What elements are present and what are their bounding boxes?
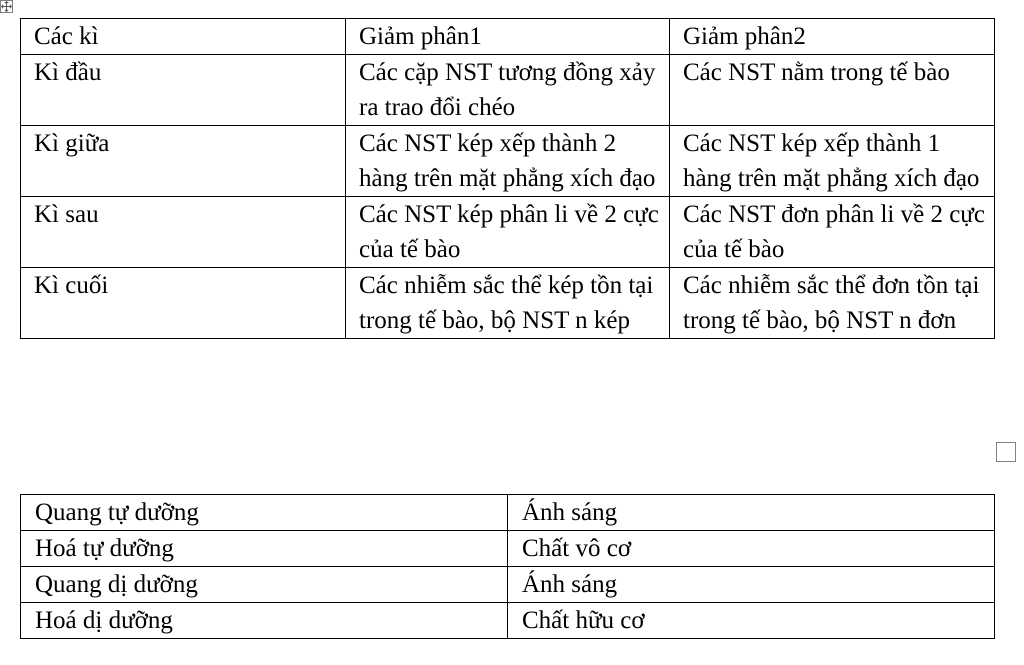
- table-cell[interactable]: Các NST kép xếp thành 2 hàng trên mặt phẳng xích đạo: [346, 126, 670, 197]
- header-cell[interactable]: Giảm phân1: [346, 19, 670, 55]
- table-row: [21, 197, 995, 268]
- table-header-row: [21, 19, 995, 55]
- meiosis-phase-table: [20, 18, 995, 339]
- table-cell[interactable]: Kì sau: [21, 197, 346, 268]
- table-cell[interactable]: Các nhiễm sắc thể đơn tồn tại trong tế bào, bộ NST n đơn: [670, 268, 995, 339]
- table-row: [21, 531, 995, 567]
- table-row: [21, 55, 995, 126]
- table-cell[interactable]: Các NST nằm trong tế bào: [670, 55, 995, 126]
- table-row: [21, 603, 995, 639]
- table-cell[interactable]: Các NST đơn phân li về 2 cực của tế bào: [670, 197, 995, 268]
- table-move-icon[interactable]: [0, 0, 13, 13]
- table-cell[interactable]: Các nhiễm sắc thể kép tồn tại trong tế bào, bộ NST n kép: [346, 268, 670, 339]
- table-cell[interactable]: Các NST kép xếp thành 1 hàng trên mặt phẳng xích đạo: [670, 126, 995, 197]
- table-cell[interactable]: Các cặp NST tương đồng xảy ra trao đổi chéo: [346, 55, 670, 126]
- table-row: [21, 268, 995, 339]
- table-cell[interactable]: Chất vô cơ: [508, 531, 995, 567]
- table-cell[interactable]: Hoá tự dưỡng: [21, 531, 508, 567]
- table-cell[interactable]: Kì đầu: [21, 55, 346, 126]
- table-cell[interactable]: Các NST kép phân li về 2 cực của tế bào: [346, 197, 670, 268]
- table-cell[interactable]: Hoá dị dưỡng: [21, 603, 508, 639]
- table-resize-icon[interactable]: [996, 442, 1016, 462]
- table-cell[interactable]: Quang dị dưỡng: [21, 567, 508, 603]
- table-cell[interactable]: Ánh sáng: [508, 495, 995, 531]
- nutrition-type-table: [20, 494, 995, 639]
- table-row: [21, 567, 995, 603]
- table-cell[interactable]: Ánh sáng: [508, 567, 995, 603]
- table-row: [21, 126, 995, 197]
- header-cell[interactable]: Các kì: [21, 19, 346, 55]
- header-cell[interactable]: Giảm phân2: [670, 19, 995, 55]
- table-cell[interactable]: Kì cuối: [21, 268, 346, 339]
- table-cell[interactable]: Chất hữu cơ: [508, 603, 995, 639]
- table-row: [21, 495, 995, 531]
- table-cell[interactable]: Quang tự dưỡng: [21, 495, 508, 531]
- table-cell[interactable]: Kì giữa: [21, 126, 346, 197]
